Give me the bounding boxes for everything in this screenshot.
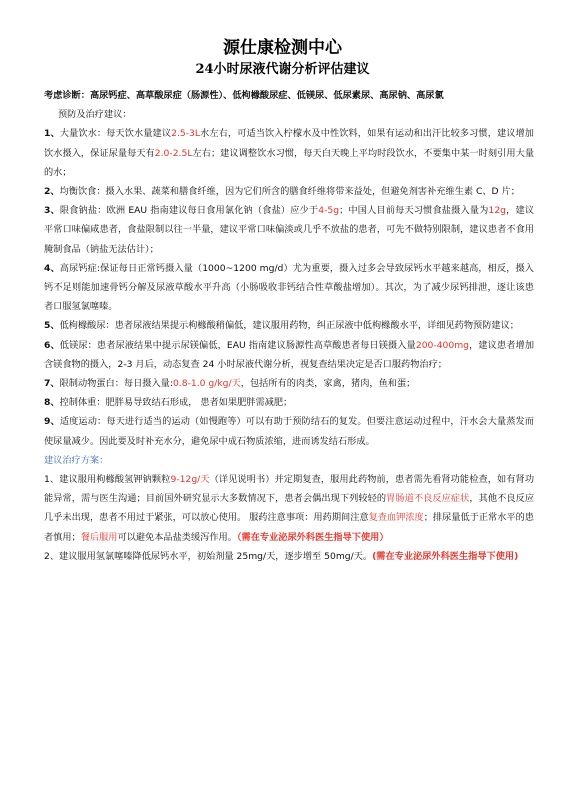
item-number: 3、 xyxy=(44,205,60,217)
item-number: 2、 xyxy=(44,186,60,198)
item-title: 控制体重： xyxy=(59,397,106,409)
supervision-note: （需在专业泌尿外科医生指导下使用） xyxy=(236,531,389,543)
advice-item-salt xyxy=(44,201,534,259)
item-text: 保证每日正常钙摄入量（1000~1200 mg/d）尤为重要，摄入过多会导致尿钙水平越来越高，相反，摄入钙不足则能加速骨钙分解及尿液草酸水平升高（小肠吸收非钙结合性草酸盐增加）。其次，为了减少尿钙排泄，逐让该患者口服氢氯噻嗪。 xyxy=(44,262,534,313)
item-text: 建议服用氢氯噻嗪降低尿钙水平，初始剂量 25mg/天，逐步增至 50mg/天。 xyxy=(59,550,373,562)
item-text: ，包括所有的肉类，家禽，猪肉，鱼和蛋； xyxy=(240,378,416,390)
item-number: 1、 xyxy=(44,474,60,486)
item-text: 左右；建议调整饮水习惯，每天白天晚上平均时段饮水，不要集中某一时刻引用大量的水； xyxy=(44,147,535,178)
item-number: 1、 xyxy=(44,128,60,140)
item-value: 2.5-3L xyxy=(171,128,200,140)
item-value: 复查血钾浓度 xyxy=(368,512,424,524)
item-number: 8、 xyxy=(44,397,60,409)
item-value: 胃肠道不良反应症状 xyxy=(386,493,470,505)
item-number: 5、 xyxy=(44,320,60,332)
item-text: ，建议平常口味偏咸患者，食盐限制以往一半量，建议平常口味偏淡或几乎不放盐的患者，可先不做特别限制，建议患者不食用腌制食品（钠盐无法估计）； xyxy=(44,205,535,255)
item-title: 限食钠盐： xyxy=(59,205,107,217)
item-title: 低枸橼酸尿： xyxy=(59,320,115,332)
item-text: 患者尿液结果中提示尿镁偏低，EAU 指南建议肠源性高草酸患者每日镁摄入量 xyxy=(96,339,416,351)
item-text: 每天进行适当的运动（如慢跑等）可以有助于预防结石的复发。但要注意运动过程中，汗水会大量蒸发而使尿量减少。因此要及时补充水分，避免尿中成石物质浓缩，进而诱发结石形成。 xyxy=(44,416,534,447)
diagnosis-line xyxy=(44,86,534,105)
item-value: 200-400mg xyxy=(415,339,470,351)
item-value: 餐后服用 xyxy=(80,531,118,543)
item-title: 高尿钙症: xyxy=(59,262,101,274)
item-text: ，其他不良反应几乎未出现，患者不用过于紧张，可以放心使用。 服药注意事项：用药期间注意 xyxy=(44,493,535,524)
item-value: 2.0-2.5L xyxy=(154,147,193,159)
advice-item-calcium xyxy=(44,259,534,317)
item-text: 每日摄入量: xyxy=(123,378,173,390)
advice-item-protein xyxy=(44,374,534,393)
item-title: 适度运动： xyxy=(59,416,107,428)
item-title: 低镁尿： xyxy=(59,339,97,351)
treatment-item-citrate xyxy=(44,470,534,547)
item-title: 均衡饮食： xyxy=(59,186,106,198)
prevention-heading: 预防及治疗建议： xyxy=(58,109,132,121)
item-value: 0.8-1.0 g/kg/天 xyxy=(172,378,241,390)
item-text: ；排尿量低于正常水平的患者慎用； xyxy=(44,512,534,543)
item-text: 可以避免本品盐类缓泻作用。 xyxy=(117,531,237,543)
item-number: 2、 xyxy=(44,550,60,562)
advice-item-exercise xyxy=(44,412,534,450)
item-number: 7、 xyxy=(44,378,60,390)
item-text: ；中国人目前每天习惯食盐摄入量为 xyxy=(339,205,489,217)
item-text: 每天饮水量建议 xyxy=(106,128,172,140)
diagnosis-text: 高尿钙症、高草酸尿症（肠源性）、低枸橼酸尿症、低镁尿、低尿素尿、高尿钠、高尿氯 xyxy=(89,90,444,101)
item-title: 大量饮水： xyxy=(59,128,107,140)
item-number: 9、 xyxy=(44,416,60,428)
item-text: （详见说明书）并定期复查，服用此药物前，患者需先看肾功能检查，如有肾功能异常，需与医生沟通；目前国外研究显示大多数情况下，患者会偶出现下列较轻的 xyxy=(44,474,535,505)
diagnosis-label: 考虑诊断： xyxy=(44,90,90,101)
advice-item-water xyxy=(44,124,534,182)
item-text: ，建议患者增加含镁食物的摄入，2-3 月后，动态复查 24 小时尿液代谢分析，视复查结果决定是否口服药物治疗； xyxy=(44,339,535,370)
item-text: 建议服用枸橼酸氢钾钠颗粒 xyxy=(59,474,171,486)
page-title: 源仕康检测中心 xyxy=(223,38,342,58)
document-body xyxy=(44,86,534,566)
supervision-note: (需在专业泌尿外科医生指导下使用) xyxy=(372,550,519,562)
item-number: 4、 xyxy=(44,262,60,274)
item-text: 肥胖易导致结石形成， 患者如果肥胖需减肥； xyxy=(105,397,293,409)
advice-item-diet xyxy=(44,182,534,201)
item-title: 限制动物蛋白： xyxy=(59,378,124,390)
item-value: 4-5g xyxy=(318,205,340,217)
page-subtitle: 24小时尿液代谢分析评估建议 xyxy=(195,62,370,77)
item-text: 水左右，可适当饮入柠檬水及中性饮料，如果有运动和出汗比较多习惯，建议增加饮水摄入，保证尿量每天有 xyxy=(44,128,534,159)
treatment-heading: 建议治疗方案： xyxy=(44,454,109,466)
item-text: 患者尿液结果提示枸橼酸稍偏低，建议服用药物，纠正尿液中低枸橼酸水平，详细见药物预防建议； xyxy=(114,320,519,332)
item-text: 欧洲 EAU 指南建议每日食用氯化钠（食盐）应少于 xyxy=(106,205,319,217)
advice-item-weight xyxy=(44,393,534,412)
treatment-item-thiazide xyxy=(44,547,534,566)
item-number: 6、 xyxy=(44,339,60,351)
item-value: 12g xyxy=(488,205,506,217)
advice-item-magnesium xyxy=(44,336,534,374)
item-value: 9-12g/天 xyxy=(170,474,210,486)
advice-item-citrate xyxy=(44,316,534,335)
item-text: 摄入水果、蔬菜和膳食纤维，因为它们所含的膳食纤维将带来益处，但避免剂害补充维生素 C、D 片； xyxy=(105,186,520,198)
